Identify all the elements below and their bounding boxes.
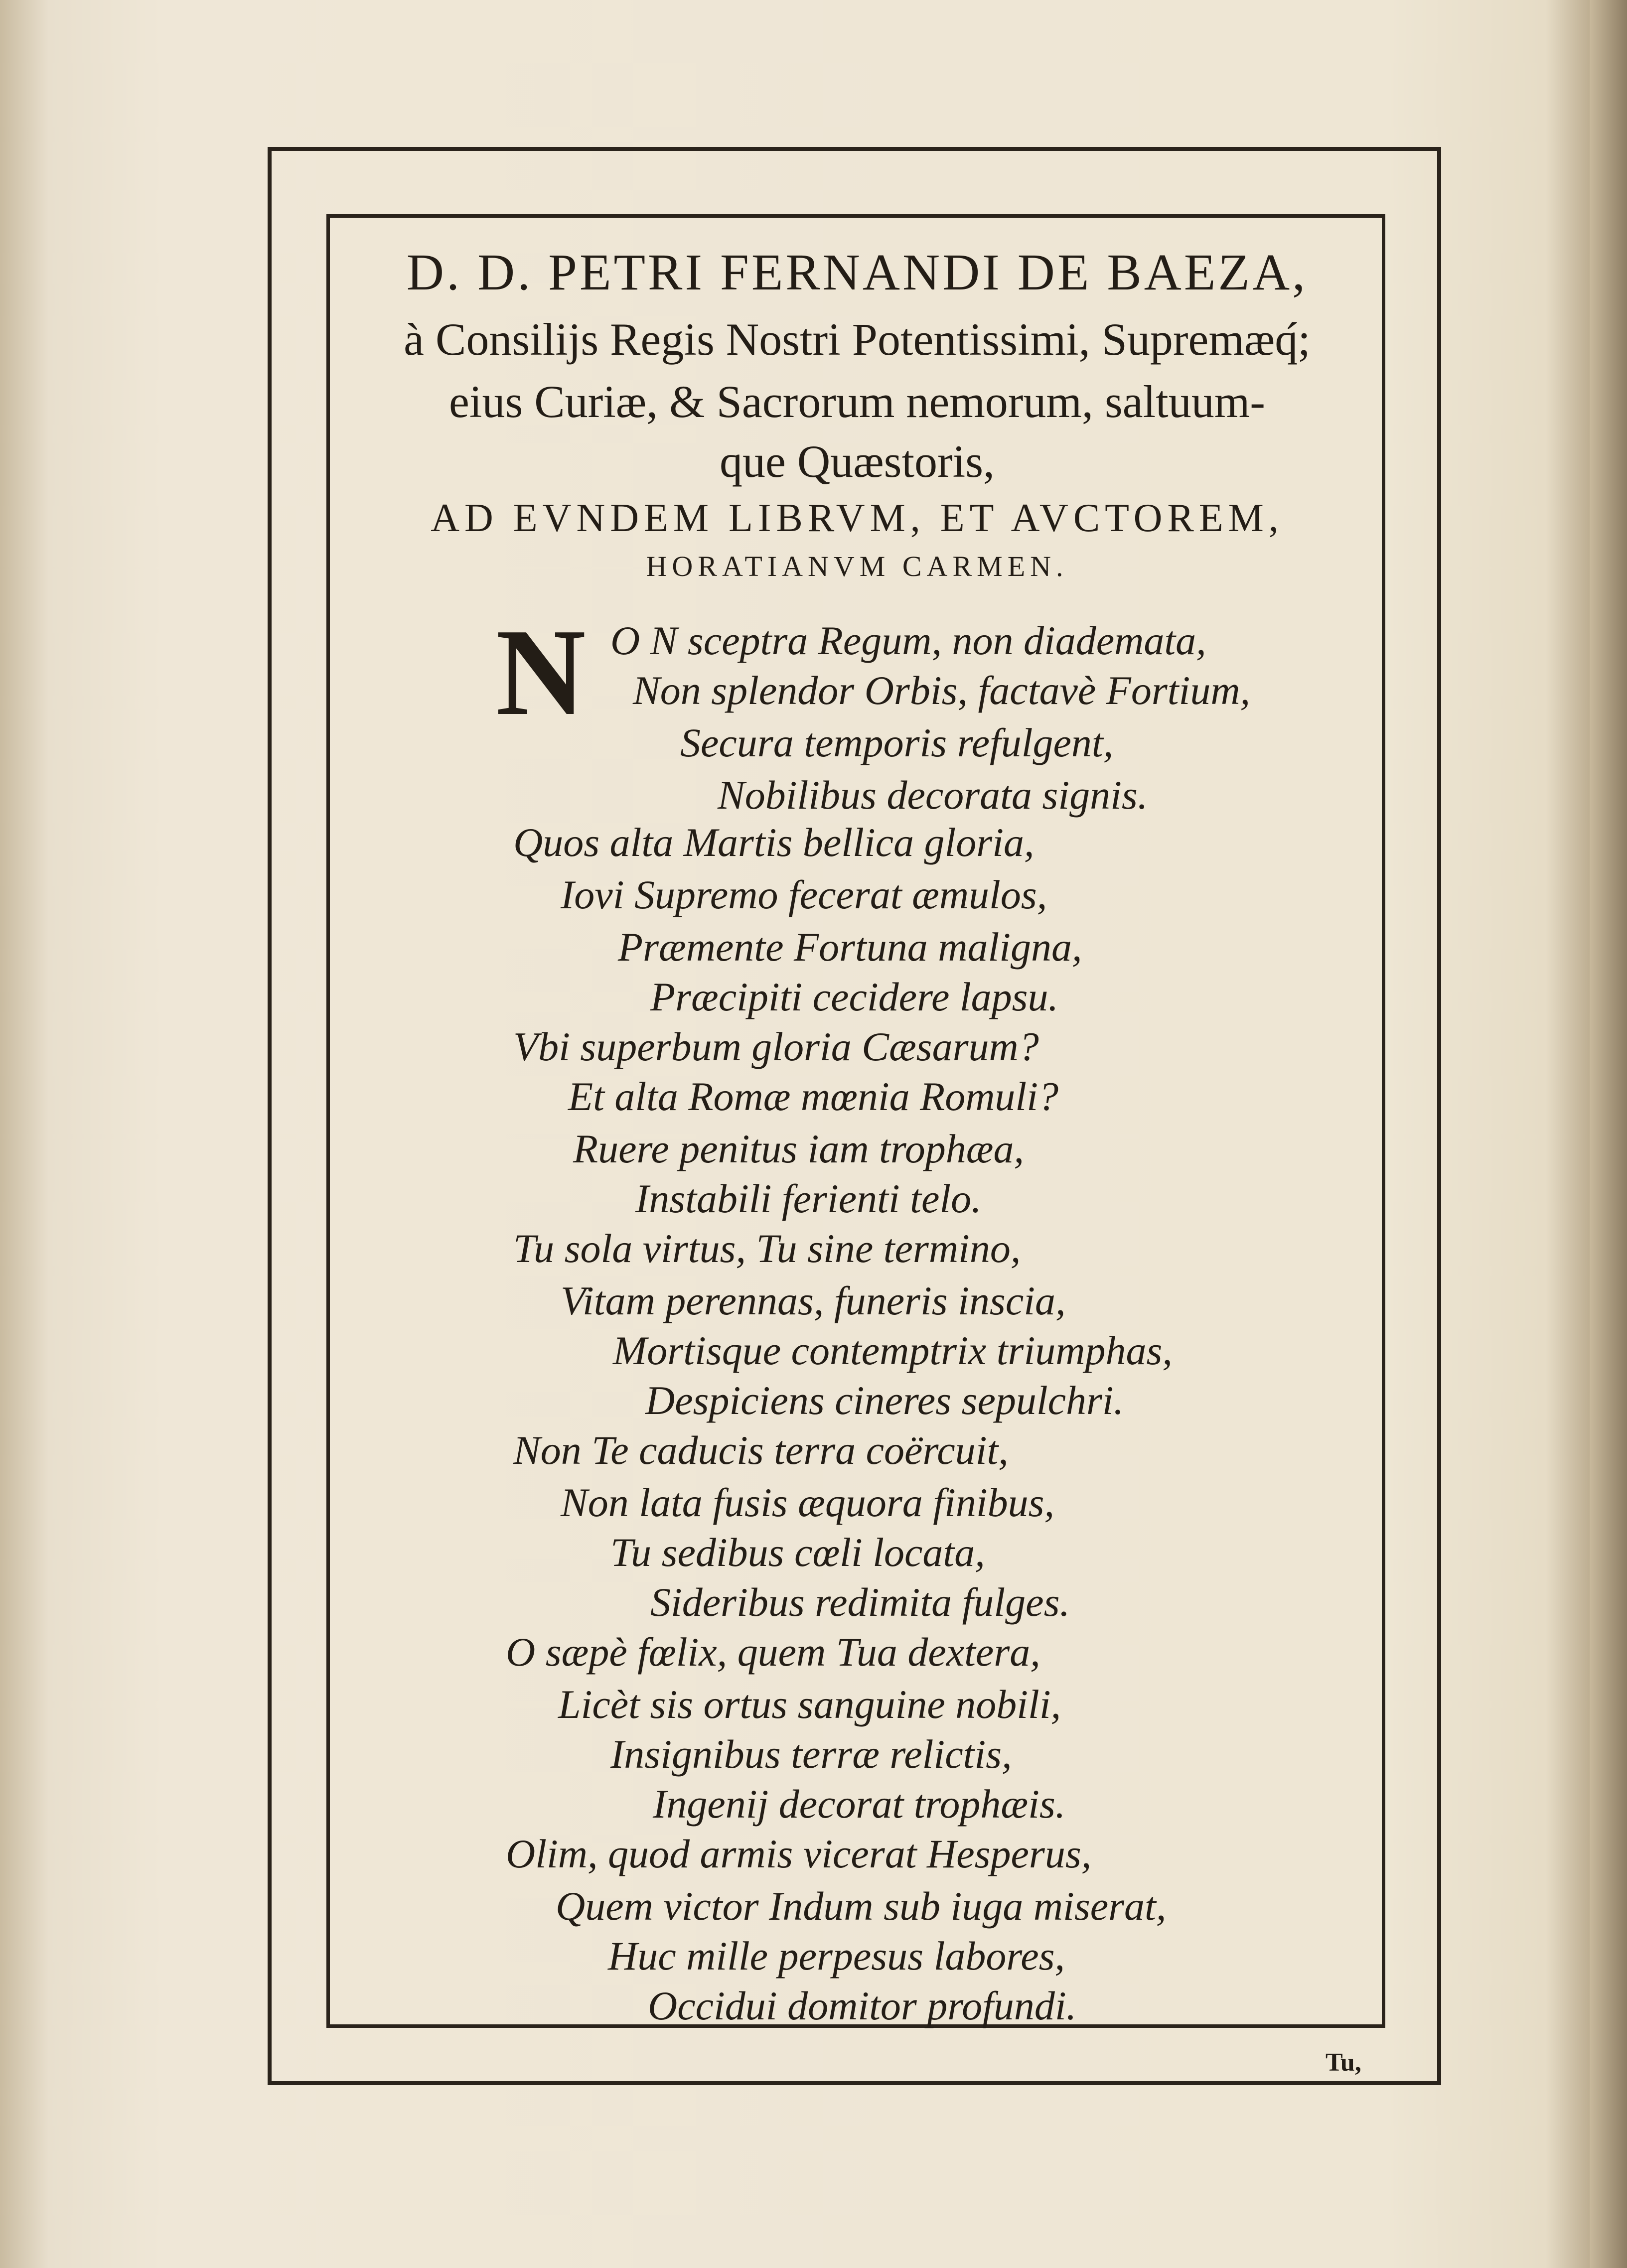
verse-line: Mortisque contemptrix triumphas, <box>613 1328 1173 1373</box>
verse-line: Ruere penitus iam trophæa, <box>573 1126 1024 1171</box>
verse-line: Et alta Romæ mœnia Romuli? <box>568 1074 1058 1119</box>
catchword: Tu, <box>1326 2048 1361 2077</box>
verse-line: Nobilibus decorata signis. <box>718 772 1148 818</box>
verse-line: Insignibus terræ relictis, <box>610 1731 1012 1777</box>
verse-line: Huc mille perpesus labores, <box>608 1933 1065 1979</box>
verse-line: Præcipiti cecidere lapsu. <box>650 974 1059 1019</box>
verse-line: O sæpè fœlix, quem Tua dextera, <box>506 1629 1040 1675</box>
verse-line: Non Te caducis terra coërcuit, <box>513 1427 1009 1473</box>
heading-title-line-3: que Quæstoris, <box>720 436 995 487</box>
heading-title-line-2: eius Curiæ, & Sacrorum nemorum, saltuum- <box>449 376 1265 427</box>
verse-line: Despiciens cineres sepulchri. <box>645 1378 1124 1423</box>
heading-author-name: D. D. PETRI FERNANDI DE BAEZA, <box>406 244 1308 301</box>
verse-line: Olim, quod armis vicerat Hesperus, <box>506 1831 1092 1876</box>
verse-line: Tu sedibus cœli locata, <box>610 1530 985 1575</box>
verse-line: Instabili ferienti telo. <box>635 1176 982 1221</box>
verse-line: Secura temporis refulgent, <box>680 720 1114 765</box>
verse-line: Tu sola virtus, Tu sine termino, <box>513 1226 1021 1271</box>
verse-line: Quem victor Indum sub iuga miserat, <box>556 1883 1167 1929</box>
verse-line: O N sceptra Regum, non diademata, <box>610 618 1206 663</box>
heading-dedication: AD EVNDEM LIBRVM, ET AVCTOREM, <box>431 496 1284 540</box>
verse-line: Non lata fusis æquora finibus, <box>561 1480 1055 1525</box>
verse-line: Vbi superbum gloria Cæsarum? <box>513 1024 1039 1069</box>
verse-line: Licèt sis ortus sanguine nobili, <box>558 1682 1061 1727</box>
drop-cap: N <box>496 603 586 741</box>
verse-line: Non splendor Orbis, factavè Fortium, <box>633 668 1251 713</box>
verse-line: Sideribus redimita fulges. <box>650 1579 1070 1625</box>
verse-line: Quos alta Martis bellica gloria, <box>513 820 1035 865</box>
verse-line: Ingenij decorat trophæis. <box>653 1781 1066 1827</box>
verse-line: Vitam perennas, funeris inscia, <box>561 1278 1066 1323</box>
page-gutter <box>1590 0 1627 2268</box>
heading-title-line-1: à Consilijs Regis Nostri Potentissimi, Supremæq́; <box>404 314 1311 365</box>
verse-line: Præmente Fortuna maligna, <box>618 924 1082 970</box>
verse-line: Occidui domitor profundi. <box>648 1983 1077 2028</box>
verse-line: Iovi Supremo fecerat æmulos, <box>561 872 1047 917</box>
heading-genre: HORATIANVM CARMEN. <box>646 550 1068 582</box>
